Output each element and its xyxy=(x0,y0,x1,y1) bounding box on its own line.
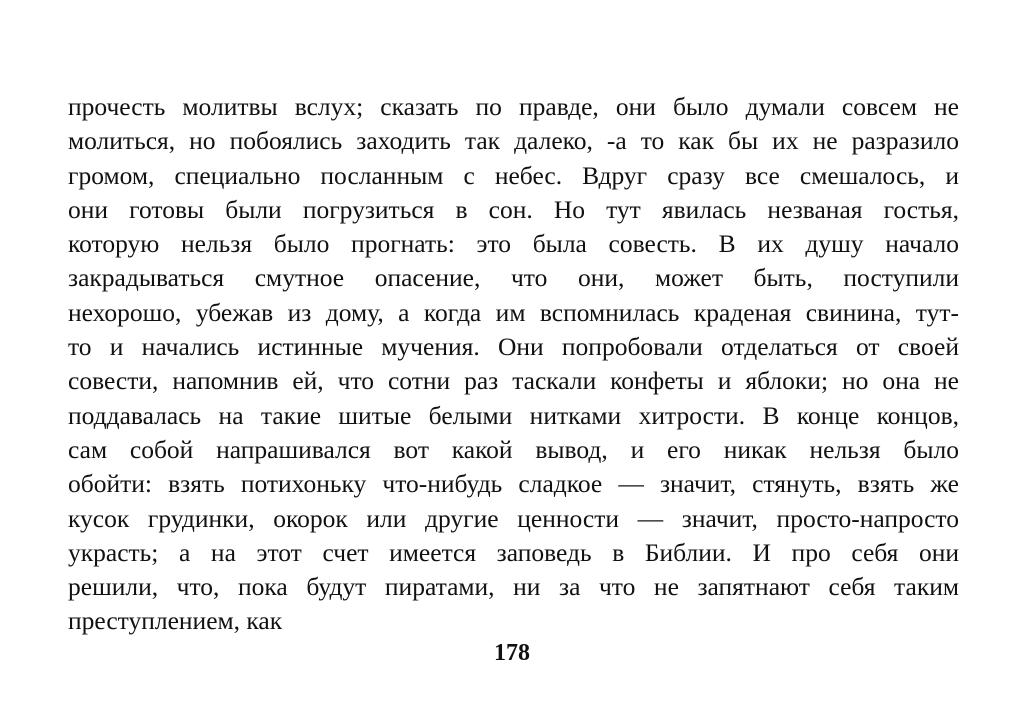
text-line: обойти: взять потихоньку что-нибудь сладкое — значит, стянуть, взять же xyxy=(68,469,959,499)
text-line: закрадываться смутное опасение, что они, может быть, поступили xyxy=(68,263,959,293)
text-line: то и начались истинные мучения. Они попробовали отделаться от своей xyxy=(68,332,959,362)
body-text xyxy=(68,90,959,639)
text-line: нехорошо, убежав из дому, а когда им вспомнилась краденая свинина, тут- xyxy=(68,297,959,327)
text-line: сам собой напрашивался вот какой вывод, и его никак нельзя было xyxy=(68,434,959,464)
text-line: молиться, но побоялись заходить так далеко, -а то как бы их не разразило xyxy=(68,126,959,156)
text-line: поддавалась на такие шитые белыми нитками хитрости. В конце концов, xyxy=(68,400,959,430)
text-line: решили, что, пока будут пиратами, ни за что не запятнают себя таким xyxy=(68,572,959,602)
text-line: прочесть молитвы вслух; сказать по правде, они было думали совсем не xyxy=(68,92,959,121)
text-line: совести, напомнив ей, что сотни раз таскали конфеты и яблоки; но она не xyxy=(68,366,959,396)
text-line: преступлением, как xyxy=(68,606,283,636)
text-line: громом, специально посланным с небес. Вдруг сразу все смешалось, и xyxy=(68,160,959,190)
text-line: они готовы были погрузиться в сон. Но тут явилась незваная гостья, xyxy=(68,194,959,224)
page-number: 178 xyxy=(494,640,530,666)
text-line: которую нельзя было прогнать: это была совесть. В их душу начало xyxy=(68,229,959,259)
text-line: кусок грудинки, окорок или другие ценности — значит, просто-напросто xyxy=(68,503,959,533)
text-line: украсть; а на этот счет имеется заповедь в Библии. И про себя они xyxy=(68,537,959,567)
